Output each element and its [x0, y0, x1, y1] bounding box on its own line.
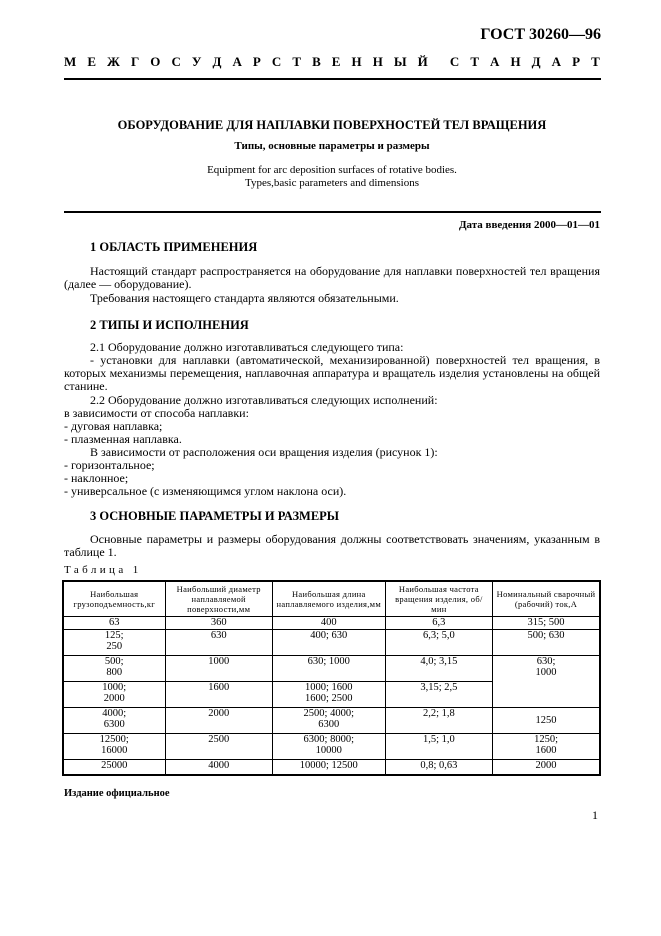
banner-letter: Н — [510, 54, 521, 69]
banner-letter: Р — [252, 54, 261, 69]
table-cell: 2000 — [493, 760, 600, 775]
table-cell: 500; 630 — [493, 630, 600, 656]
document-title: ОБОРУДОВАНИЕ ДЛЯ НАПЛАВКИ ПОВЕРХНОСТЕЙ ТЕЛ ВРАЩЕНИЯ — [117, 118, 547, 132]
table-cell: 400 — [272, 617, 385, 630]
table-row — [63, 656, 600, 682]
banner-letter: Т — [470, 54, 479, 69]
banner-letter: Р — [572, 54, 581, 69]
table-cell: 4000 — [165, 760, 272, 775]
table-cell: 125; 250 — [63, 630, 165, 656]
table-cell: 630; 1000 — [272, 656, 385, 682]
banner-letter: В — [312, 54, 321, 69]
banner-letter: Г — [130, 54, 140, 69]
banner-letter: Т — [591, 54, 600, 69]
english-title-line-1: Equipment for arc deposition surfaces of rotative bodies. — [207, 164, 457, 176]
table-row — [63, 630, 600, 656]
banner-letter: Д — [531, 54, 541, 69]
table-cell: 4,0; 3,15 — [385, 656, 492, 682]
banner-letter: Т — [292, 54, 302, 69]
banner-letter: Ж — [107, 54, 120, 69]
section-2-item-2-2: 2.2 Оборудование должно изготавливаться следующих исполнений: — [90, 393, 438, 407]
banner-letter: М — [64, 54, 77, 69]
section-2-heading: 2 ТИПЫ И ИСПОЛНЕНИЯ — [90, 318, 249, 332]
table-cell: 315; 500 — [493, 617, 600, 630]
section-2-line: - горизонтальное; — [64, 458, 155, 472]
table-cell: 6,3; 5,0 — [385, 630, 492, 656]
table-cell: 1250 — [493, 708, 600, 734]
top-rule — [64, 78, 601, 80]
banner-letter: А — [232, 54, 242, 69]
table-row — [63, 617, 600, 630]
banner-letter: А — [551, 54, 562, 69]
section-2-item-2-1: 2.1 Оборудование должно изготавливаться следующего типа: — [90, 340, 404, 354]
table-cell: 10000; 12500 — [272, 760, 385, 775]
table-cell: 630; 1000 — [493, 656, 600, 708]
column-header-length: Наибольшая длина наплавляемого изделия,мм — [272, 581, 385, 617]
english-title-line-2: Types,basic parameters and dimensions — [245, 176, 419, 189]
table-cell: 1000; 1600 1600; 2500 — [272, 682, 385, 708]
table-caption: Таблица 1 — [64, 564, 142, 576]
section-1-paragraph-1: Настоящий стандарт распространяется на оборудование для наплавки поверхностей тел вращения (далее — оборудование). — [64, 264, 600, 292]
middle-rule — [64, 211, 601, 213]
column-header-current: Номинальный сварочный (рабочий) ток,А — [493, 581, 600, 617]
table-cell: 25000 — [63, 760, 165, 775]
banner-letter: Д — [212, 54, 222, 69]
banner-letter: С — [449, 54, 460, 69]
effective-date: Дата введения 2000—01—01 — [458, 219, 600, 231]
table-row — [63, 760, 600, 775]
section-3-heading: 3 ОСНОВНЫЕ ПАРАМЕТРЫ И РАЗМЕРЫ — [90, 509, 340, 523]
banner-letter: А — [490, 54, 500, 69]
table-cell: 2,2; 1,8 — [385, 708, 492, 734]
official-edition-note: Издание официальное — [64, 788, 170, 799]
column-header-rotation: Наибольшая частота вращения изделия, об/мин — [385, 581, 492, 617]
section-2-line: в зависимости от способа наплавки: — [64, 406, 249, 420]
banner-letter: Е — [331, 54, 341, 69]
table-cell: 3,15; 2,5 — [385, 682, 492, 708]
section-1-heading: 1 ОБЛАСТЬ ПРИМЕНЕНИЯ — [90, 240, 258, 254]
table-cell: 12500; 16000 — [63, 734, 165, 760]
english-title — [64, 164, 600, 189]
table-cell: 400; 630 — [272, 630, 385, 656]
document-code: ГОСТ 30260—96 — [480, 26, 601, 43]
table-cell: 6300; 8000; 10000 — [272, 734, 385, 760]
table-cell: 63 — [63, 617, 165, 630]
table-cell: 1000 — [165, 656, 272, 682]
table-cell: 1250; 1600 — [493, 734, 600, 760]
document-subtitle: Типы, основные параметры и размеры — [234, 140, 430, 152]
table-cell: 2500 — [165, 734, 272, 760]
section-2-line: - наклонное; — [64, 471, 129, 485]
section-2-line: - плазменная наплавка. — [64, 432, 182, 446]
table-cell: 2000 — [165, 708, 272, 734]
table-cell: 1600 — [165, 682, 272, 708]
banner-letter: С — [171, 54, 181, 69]
banner-letter: Й — [417, 54, 428, 69]
table-cell: 360 — [165, 617, 272, 630]
parameters-table — [62, 580, 601, 776]
table-row — [63, 708, 600, 734]
table-cell: 1000; 2000 — [63, 682, 165, 708]
section-1-paragraph-2: Требования настоящего стандарта являются обязательными. — [90, 291, 399, 305]
table-cell: 1,5; 1,0 — [385, 734, 492, 760]
table-cell: 2500; 4000; 6300 — [272, 708, 385, 734]
banner-letter: О — [150, 54, 161, 69]
banner-letter: Е — [87, 54, 96, 69]
banner-letter: Н — [372, 54, 383, 69]
banner-letter: С — [271, 54, 282, 69]
interstate-standard-banner — [64, 54, 600, 70]
table-cell: 630 — [165, 630, 272, 656]
section-2-line: - универсальное (с изменяющимся углом наклона оси). — [64, 484, 347, 498]
table-row — [63, 734, 600, 760]
column-header-capacity: Наибольшая грузоподъемность,кг — [63, 581, 165, 617]
page-number: 1 — [592, 808, 598, 822]
banner-letter: Н — [351, 54, 362, 69]
column-header-diameter: Наибольший диаметр наплавляемой поверхности,мм — [165, 581, 272, 617]
table-cell: 6,3 — [385, 617, 492, 630]
table-header-row — [63, 581, 600, 617]
section-3-paragraph: Основные параметры и размеры оборудования должны соответствовать значениям, указанным в таблице 1. — [64, 532, 600, 560]
table-cell: 500; 800 — [63, 656, 165, 682]
table-cell: 4000; 6300 — [63, 708, 165, 734]
section-2-item-type: - установки для наплавки (автоматической, механизированной) поверхностей тел вращения, в которых механизмы перемещения, наплавочная аппаратура и вращатель изделия установлены на общей станине. — [64, 353, 600, 394]
banner-letter: Ы — [393, 54, 407, 69]
section-2-line: В зависимости от расположения оси вращения изделия (рисунок 1): — [90, 445, 438, 459]
section-2-line: - дуговая наплавка; — [64, 419, 163, 433]
banner-letter: У — [191, 54, 202, 69]
table-cell: 0,8; 0,63 — [385, 760, 492, 775]
